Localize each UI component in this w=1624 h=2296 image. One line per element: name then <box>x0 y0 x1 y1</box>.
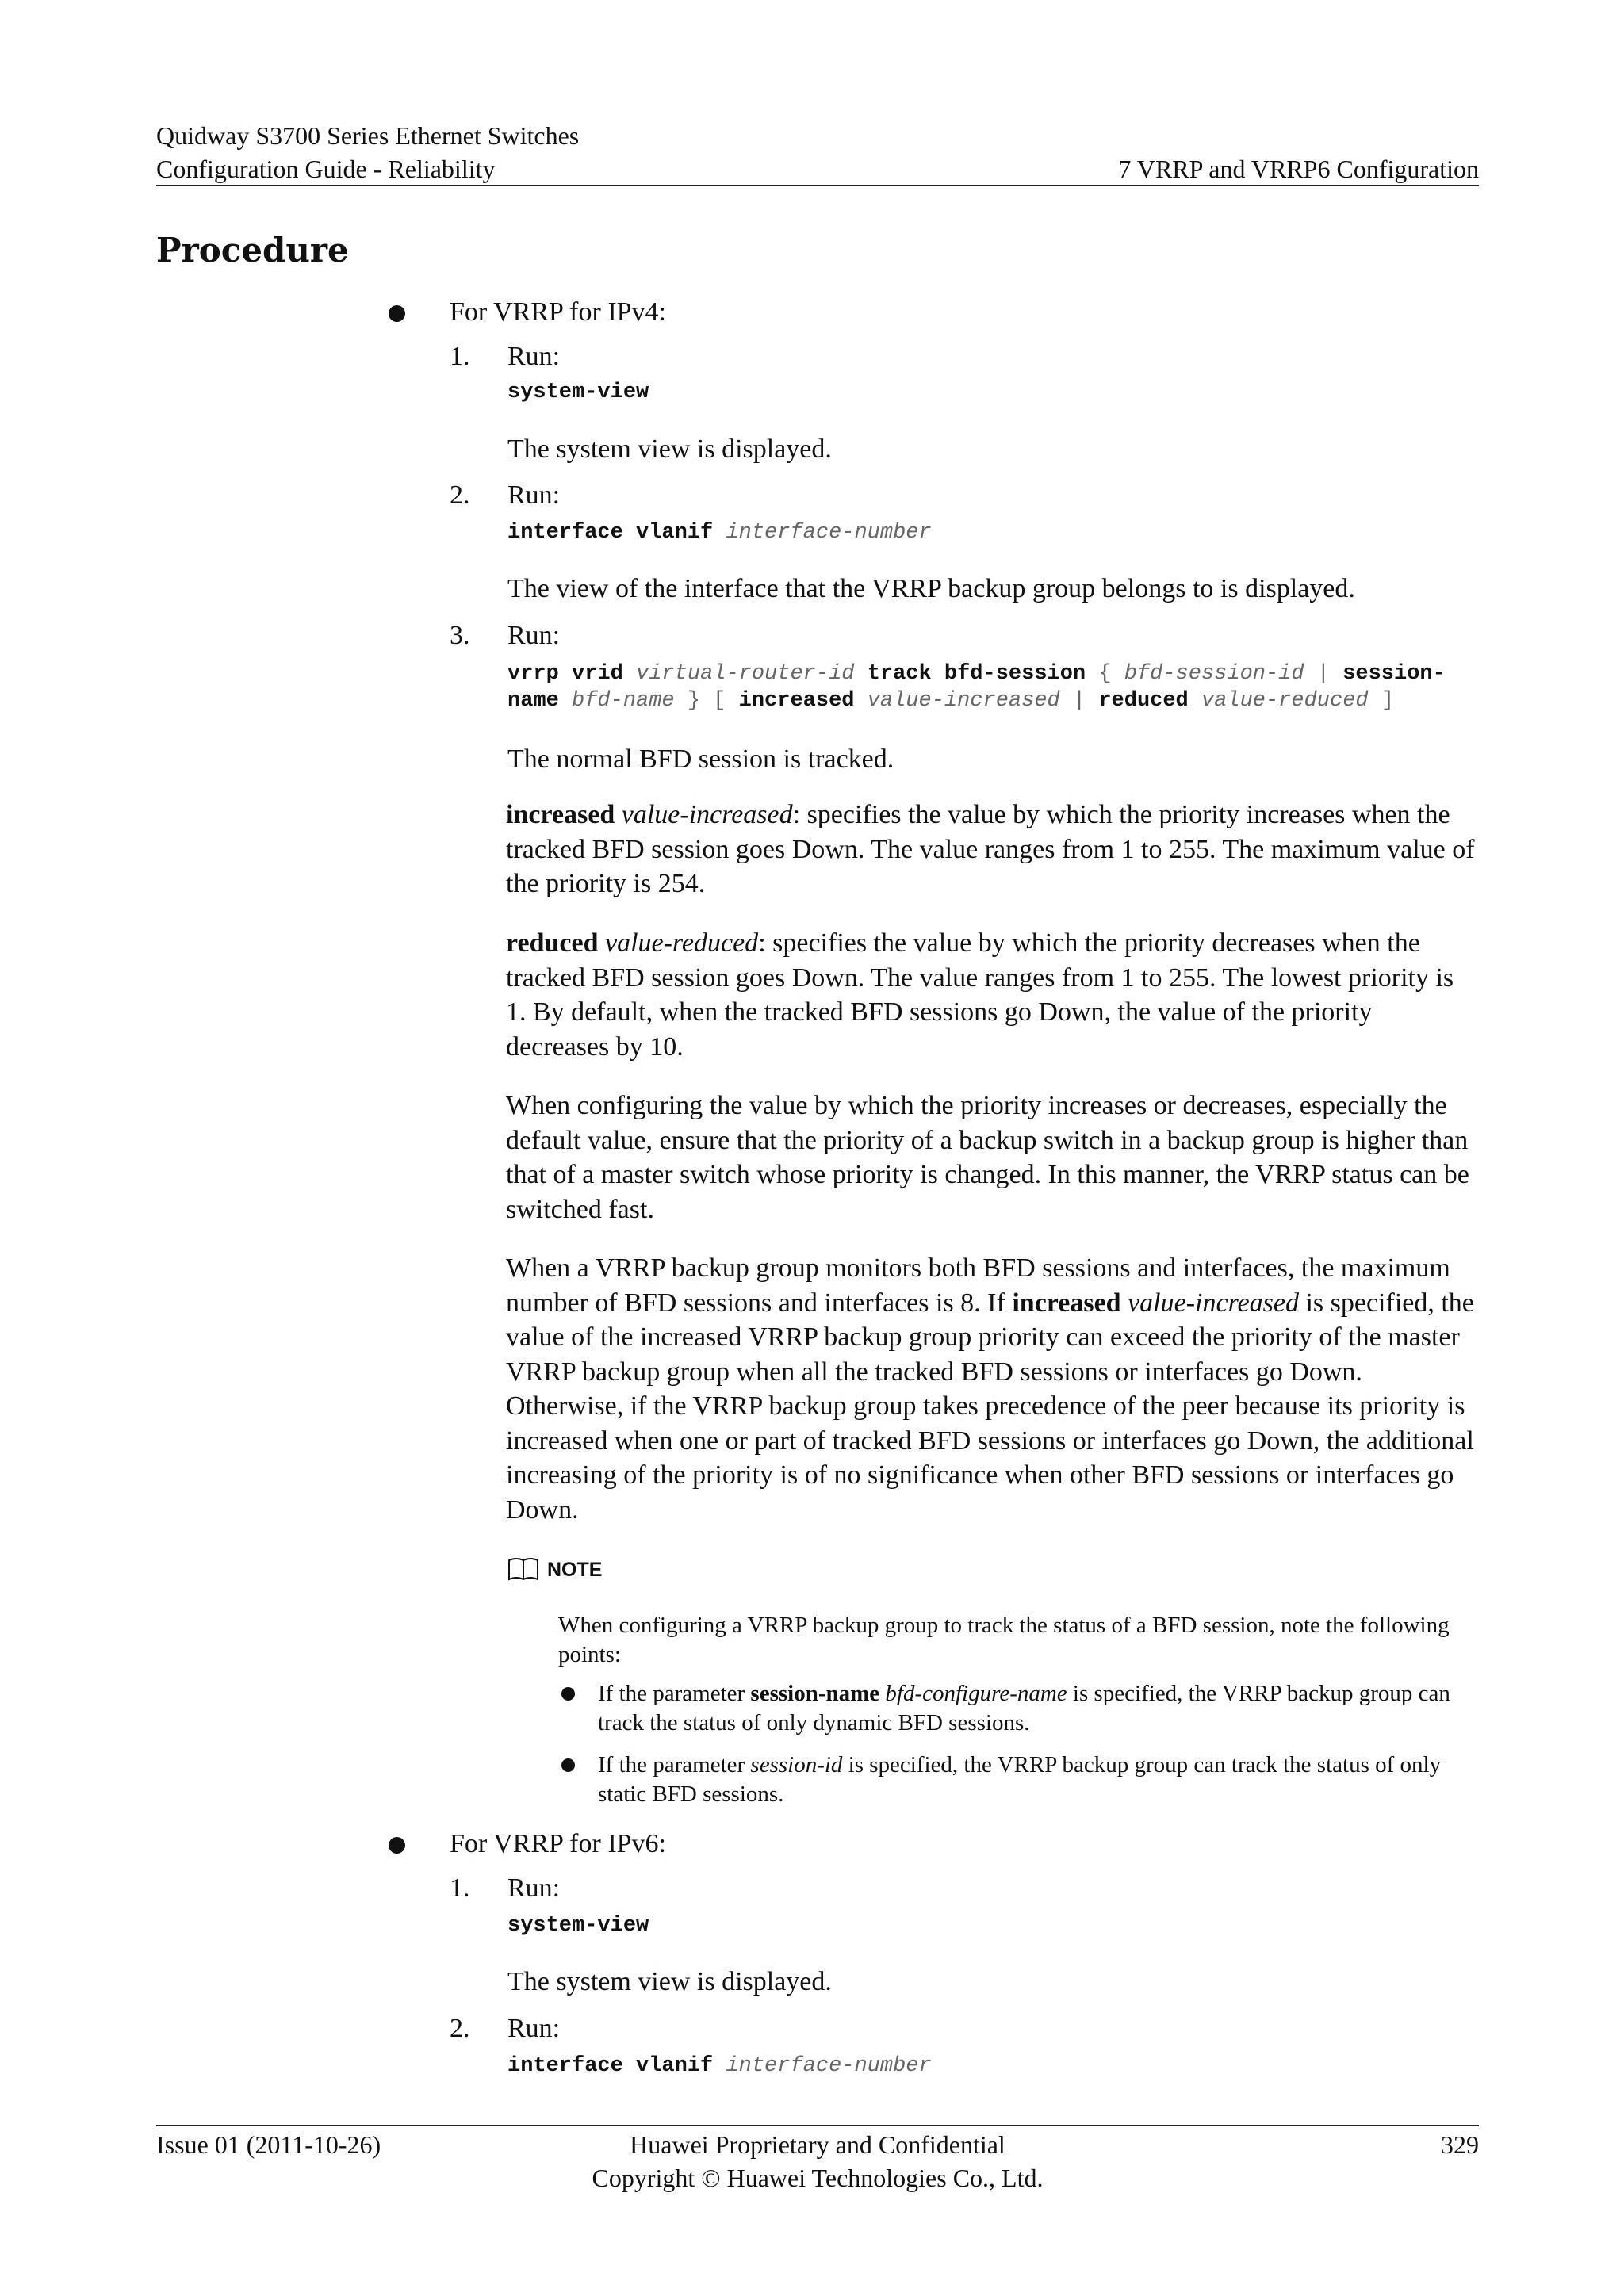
command-symbol: | <box>1072 689 1086 713</box>
param-keyword: increased <box>506 800 615 829</box>
command-keyword: vrrp vrid <box>508 662 623 686</box>
command-keyword: session- <box>1342 662 1446 686</box>
note-label: NOTE <box>547 1558 603 1581</box>
param-argument: bfd-configure-name <box>885 1681 1067 1706</box>
book-icon <box>508 1556 539 1583</box>
command-keyword: name <box>508 689 559 713</box>
command-line <box>508 2053 932 2080</box>
header-rule <box>156 185 1479 186</box>
increased-description <box>506 798 1480 901</box>
param-argument: session-id <box>750 1752 843 1777</box>
section-heading: Procedure <box>156 231 349 270</box>
command-argument: bfd-session-id <box>1124 662 1304 686</box>
reduced-description <box>506 926 1480 1064</box>
paragraph-text: is specified, the value of the increased VRRP backup group priority can exceed the priority of the master VRRP backup group when all the tracked BFD sessions or interfaces go Down. Otherwise, if the VRRP backup group takes precedence of the peer because its priority is increased when one or part of tracked BFD sessions or interfaces go Down, the additional increasing of the priority is of no significance when other BFD sessions or interfaces go Down. <box>506 1288 1474 1525</box>
note-item <box>598 1751 1480 1809</box>
command-symbol: [ <box>713 689 726 713</box>
step-run-label: Run: <box>508 1873 561 1903</box>
step-number: 1. <box>450 1873 470 1903</box>
paragraph-text: When a VRRP backup group monitors both BFD sessions and interfaces, the maximum number of BFD sessions and interfaces is 8. If <box>506 1253 1450 1318</box>
step-number: 2. <box>450 480 470 510</box>
step-run-label: Run: <box>508 621 561 650</box>
step-description: The normal BFD session is tracked. <box>508 744 894 774</box>
step-description: The view of the interface that the VRRP backup group belongs to is displayed. <box>508 574 1355 603</box>
configuring-paragraph <box>506 1089 1480 1226</box>
command-line <box>508 660 1481 714</box>
step-description: The system view is displayed. <box>508 1967 832 1996</box>
command-keyword: reduced <box>1098 689 1189 713</box>
footer-issue: Issue 01 (2011-10-26) <box>156 2130 381 2159</box>
note-item <box>598 1679 1480 1738</box>
header-guide: Configuration Guide - Reliability <box>156 155 496 183</box>
step-run-label: Run: <box>508 342 561 371</box>
note-item-text: If the parameter <box>598 1681 751 1706</box>
bullet-icon <box>389 305 405 322</box>
monitoring-paragraph <box>506 1251 1480 1527</box>
command-symbol: { <box>1098 662 1112 686</box>
command-symbol: | <box>1316 662 1330 686</box>
param-argument: value-reduced <box>604 928 759 958</box>
command-keyword: system-view <box>508 1914 649 1938</box>
header-product: Quidway S3700 Series Ethernet Switches <box>156 121 580 150</box>
param-text: : specifies the value by which the priority decreases when the tracked BFD session goes Down. The value ranges from 1 to 255. The lowest priority is 1. By default, when the tracked BFD sessions go Down, the value of the priority decreases by 10. <box>506 928 1454 1062</box>
step-number: 3. <box>450 621 470 650</box>
param-text: : specifies the value by which the priority increases when the tracked BFD session goes Down. The value ranges from 1 to 255. The maximum value of the priority is 254. <box>506 800 1475 898</box>
command-keyword: system-view <box>508 381 649 404</box>
param-argument: value-increased <box>621 800 793 829</box>
ipv6-label: For VRRP for IPv6: <box>450 1829 666 1858</box>
param-keyword: session-name <box>750 1681 880 1706</box>
footer-confidential: Huawei Proprietary and Confidential <box>630 2130 1005 2159</box>
ipv4-label: For VRRP for IPv4: <box>450 297 666 327</box>
command-argument: value-reduced <box>1201 689 1369 713</box>
bullet-icon <box>561 1758 575 1772</box>
step-description: The system view is displayed. <box>508 434 832 464</box>
command-line <box>508 519 932 546</box>
note-intro: When configuring a VRRP backup group to track the status of a BFD session, note the following points: <box>558 1613 1450 1667</box>
command-keyword: interface vlanif <box>508 521 714 545</box>
command-argument: virtual-router-id <box>636 662 855 686</box>
note-item-text: is specified, the VRRP backup group can track the status of only static BFD sessions. <box>598 1752 1442 1807</box>
param-argument: value-increased <box>1128 1288 1299 1318</box>
header-chapter: 7 VRRP and VRRP6 Configuration <box>1118 155 1479 183</box>
note-item-text: If the parameter <box>598 1752 751 1777</box>
page-number: 329 <box>1441 2130 1479 2159</box>
bullet-icon <box>561 1687 575 1701</box>
footer-rule <box>156 2125 1479 2126</box>
note-header <box>508 1556 602 1583</box>
command-argument: interface-number <box>726 521 932 545</box>
param-keyword: reduced <box>506 928 599 958</box>
command-line <box>508 1912 649 1939</box>
param-keyword: increased <box>1012 1288 1121 1318</box>
step-number: 1. <box>450 342 470 371</box>
command-keyword: increased <box>738 689 855 713</box>
command-argument: interface-number <box>726 2054 932 2078</box>
step-number: 2. <box>450 2014 470 2043</box>
step-run-label: Run: <box>508 480 561 510</box>
paragraph-text: When configuring the value by which the priority increases or decreases, especially the default value, ensure that the priority of a backup switch in a backup group is higher than that of a master switch whose priority is changed. In this manner, the VRRP status can be switched fast. <box>506 1091 1469 1224</box>
note-item-text: is specified, the VRRP backup group can track the status of only dynamic BFD sessions. <box>598 1681 1450 1735</box>
page-header <box>156 119 1479 186</box>
command-symbol: ] <box>1381 689 1395 713</box>
footer-copyright: Copyright © Huawei Technologies Co., Ltd. <box>592 2164 1044 2192</box>
command-symbol: } <box>687 689 701 713</box>
command-keyword: track bfd-session <box>867 662 1086 686</box>
command-argument: value-increased <box>867 689 1060 713</box>
step-run-label: Run: <box>508 2014 561 2043</box>
command-line <box>508 379 649 406</box>
command-argument: bfd-name <box>572 689 675 713</box>
command-keyword: interface vlanif <box>508 2054 714 2078</box>
bullet-icon <box>389 1837 405 1854</box>
